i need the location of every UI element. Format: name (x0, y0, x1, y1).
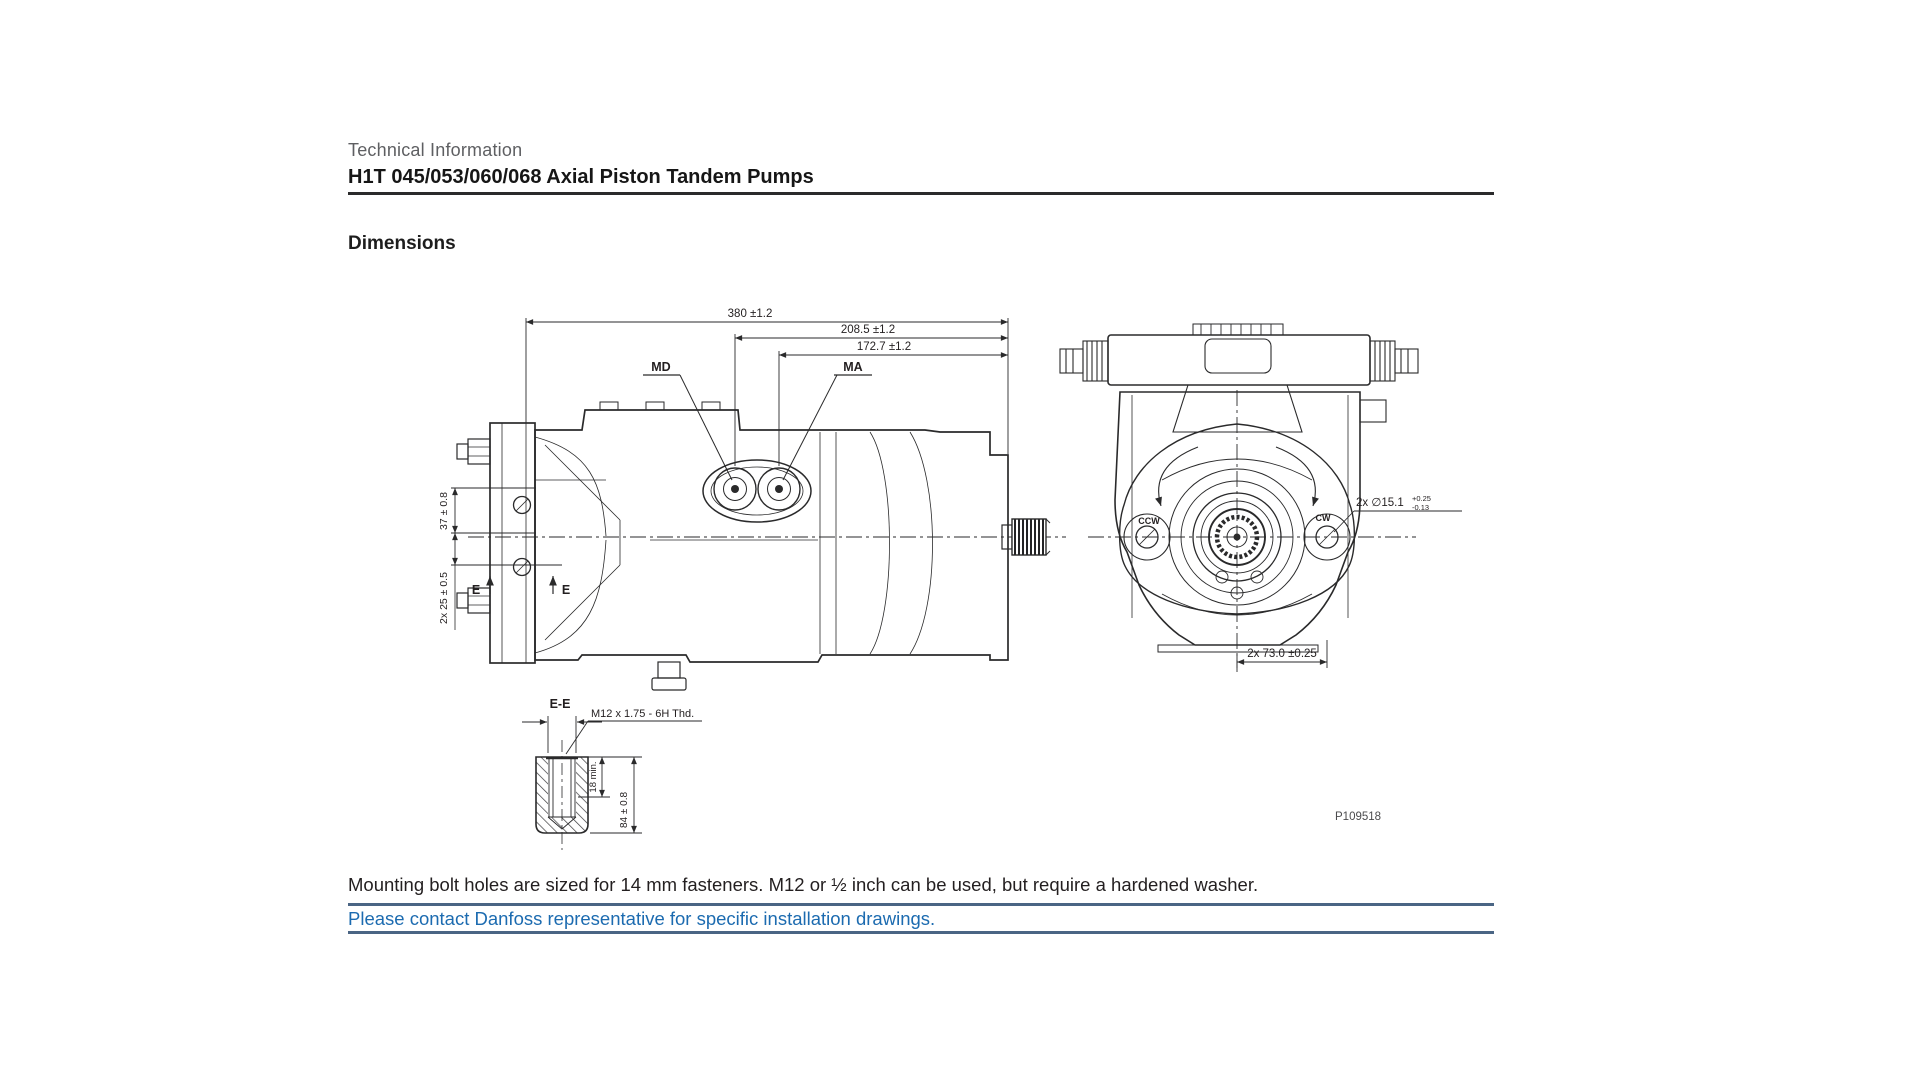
label-md: MD (651, 360, 671, 374)
dim-bolts-text: 2x 25 ± 0.5 (438, 572, 450, 624)
pilot-tol-minus: -0.13 (1412, 503, 1430, 512)
figure-part-number: P109518 (1335, 811, 1382, 823)
ee-total-depth-text: 84 ± 0.8 (619, 791, 630, 829)
doc-eyebrow: Technical Information (348, 140, 523, 160)
label-cw: CW (1315, 513, 1331, 523)
section-heading-dimensions: Dimensions (348, 233, 456, 254)
section-ee-detail (522, 716, 702, 850)
ee-thread-spec: M12 x 1.75 - 6H Thd. (591, 708, 695, 720)
ccw-arrow (1159, 447, 1198, 506)
cw-arrow (1276, 447, 1315, 506)
gauge-port-boss (703, 460, 811, 522)
ee-thread-depth-text: 18 min. (588, 761, 599, 793)
body-contours (535, 432, 933, 654)
control-knurl-left (1060, 341, 1108, 381)
flange-bolt-top (457, 439, 490, 464)
end-view-texts (1138, 494, 1431, 823)
dim-overall-text: 380 ±1.2 (727, 308, 773, 320)
label-ma: MA (843, 360, 863, 374)
control-module (1060, 324, 1418, 432)
ee-title: E-E (549, 697, 571, 711)
side-view (457, 402, 1066, 690)
contact-rule-top (348, 903, 1494, 906)
dimension-drawing (350, 240, 1510, 860)
contact-rule-bottom (348, 931, 1494, 934)
dim-hole-spacing-text: 2x 73.0 ±0.25 (1247, 648, 1317, 660)
label-ccw: CCW (1138, 516, 1160, 526)
pilot-tol-plus: +0.25 (1412, 494, 1431, 503)
dim-pilot-text: 2x ∅15.1 (1356, 497, 1404, 509)
label-e-left: E (471, 583, 481, 597)
control-knurl-right (1370, 341, 1418, 381)
dim-ma-text: 172.7 ±1.2 (856, 341, 912, 353)
contact-note: Please contact Danfoss representative for specific installation drawings. (348, 908, 936, 929)
label-e-right: E (561, 583, 571, 597)
header-rule (348, 192, 1494, 195)
dim-md-text: 208.5 ±1.2 (840, 324, 896, 336)
mounting-note: Mounting bolt holes are sized for 14 mm fasteners. M12 or ½ inch can be used, but require a hardened washer. (348, 874, 1259, 895)
dim-flange-text: 37 ± 0.8 (438, 492, 450, 530)
page-title: H1T 045/053/060/068 Axial Piston Tandem Pumps (348, 166, 814, 188)
